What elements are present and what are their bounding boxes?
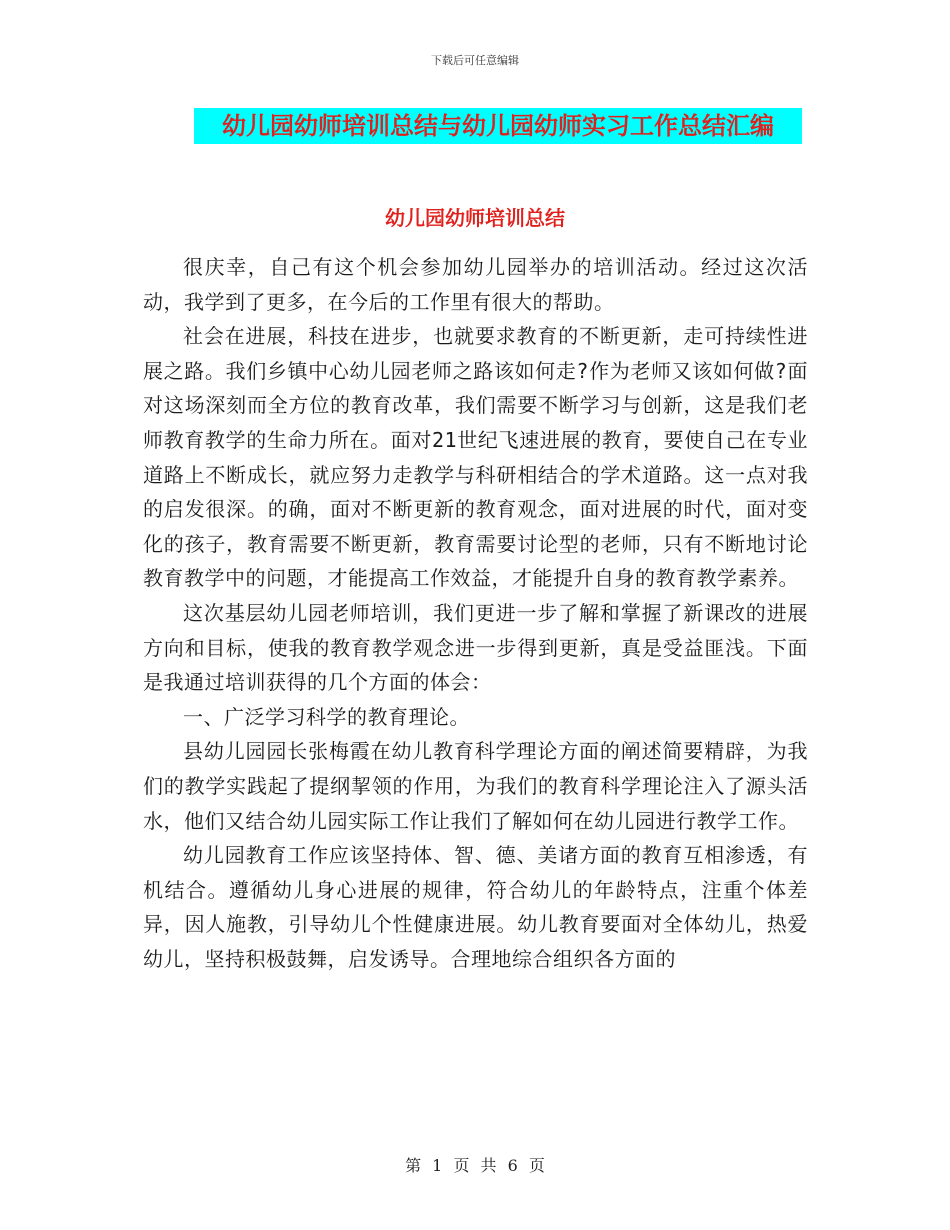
paragraph: 县幼儿园园长张梅霞在幼儿教育科学理论方面的阐述简要精辟，为我们的教学实践起了提纲挈领的作用，为我们的教育科学理论注入了源头活水，他们又结合幼儿园实际工作让我们了解如何在幼儿园进行教学工作。 (143, 739, 808, 833)
document-title: 幼儿园幼师培训总结与幼儿园幼师实习工作总结汇编 (194, 108, 802, 144)
paragraph: 一、广泛学习科学的教育理论。 (183, 704, 470, 729)
paragraph: 幼儿园教育工作应该坚持体、智、德、美诸方面的教育互相渗透，有机结合。遵循幼儿身心进展的规律，符合幼儿的年龄特点，注重个体差异，因人施教，引导幼儿个性健康进展。幼儿教育要面对全体幼儿，热爱幼儿，坚持积极鼓舞，启发诱导。合理地综合组织各方面的 (143, 843, 808, 971)
paragraph: 这次基层幼儿园老师培训，我们更进一步了解和掌握了新课改的进展方向和目标，使我的教育教学观念进一步得到更新，真是受益匪浅。下面是我通过培训获得的几个方面的体会： (143, 600, 808, 695)
document-body (143, 250, 808, 976)
section-title: 幼儿园幼师培训总结 (385, 206, 565, 230)
page-footer: 第 1 页 共 6 页 (405, 1156, 545, 1175)
paragraph: 很庆幸，自己有这个机会参加幼儿园举办的培训活动。经过这次活动，我学到了更多，在今后的工作里有很大的帮助。 (143, 255, 808, 314)
paragraph: 社会在进展，科技在进步，也就要求教育的不断更新，走可持续性进展之路。我们乡镇中心幼儿园老师之路该如何走?作为老师又该如何做?面对这场深刻而全方位的教育改革，我们需要不断学习与创新，这是我们老师教育教学的生命力所在。面对21世纪飞速进展的教育，要使自己在专业道路上不断成长，就应努力走教学与科研相结合的学术道路。这一点对我的启发很深。的确，面对不断更新的教育观念，面对进展的时代，面对变化的孩子，教育需要不断更新，教育需要讨论型的老师，只有不断地讨论教育教学中的问题，才能提高工作效益，才能提升自身的教育教学素养。 (143, 324, 808, 591)
header-note: 下载后可任意编辑 (431, 54, 519, 67)
